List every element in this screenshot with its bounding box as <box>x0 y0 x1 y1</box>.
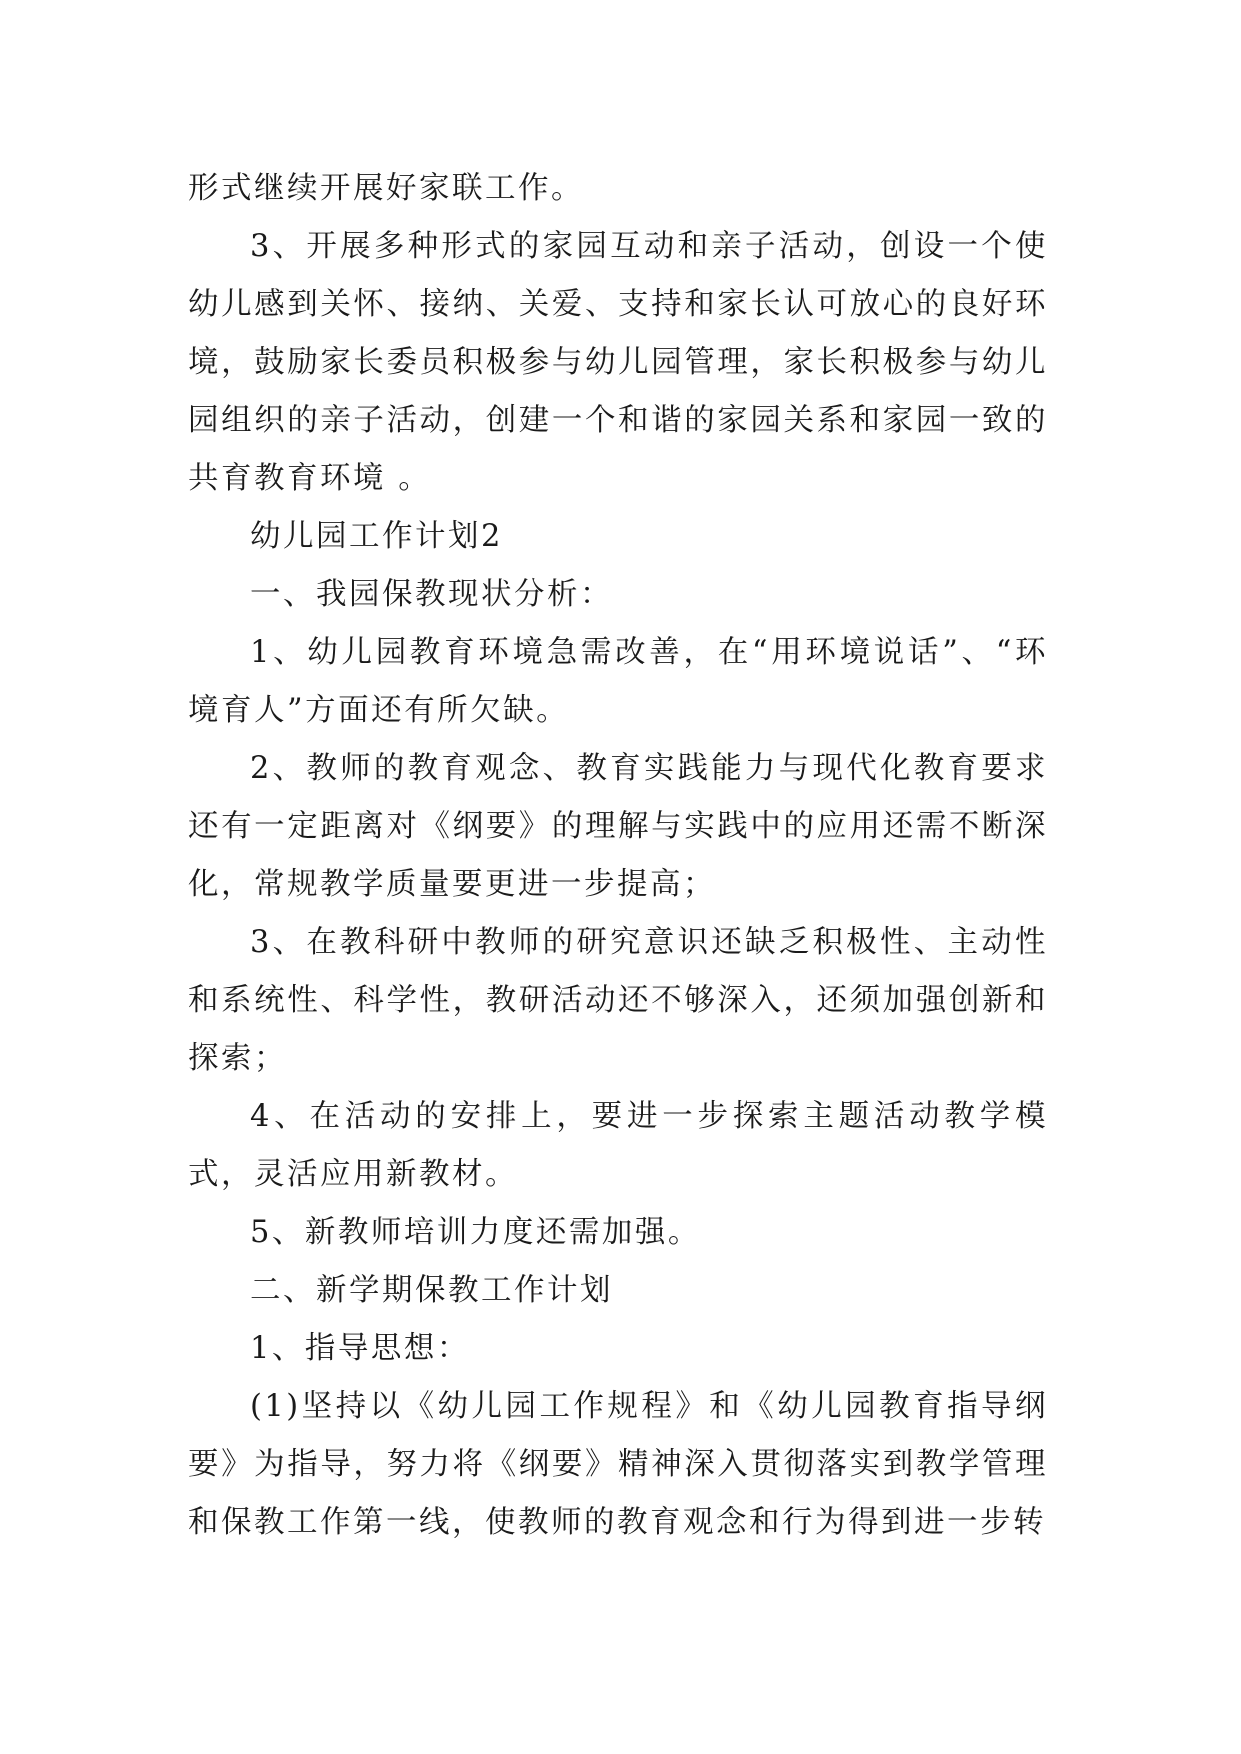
section-title: 幼儿园工作计划2 <box>250 519 503 554</box>
paragraph: (1)坚持以《幼儿园工作规程》和《幼儿园教育指导纲要》为指导，努力将《纲要》精神深入贯彻落实到教学管理和保教工作第一线，使教师的教育观念和行为得到进一步转 <box>188 1389 1048 1540</box>
paragraph: 形式继续开展好家联工作。 <box>188 171 584 206</box>
section-heading: 二、新学期保教工作计划 <box>250 1273 613 1308</box>
paragraph: 4、在活动的安排上，要进一步探索主题活动教学模式，灵活应用新教材。 <box>188 1099 1048 1192</box>
sub-heading: 1、指导思想： <box>250 1331 470 1366</box>
paragraph: 2、教师的教育观念、教育实践能力与现代化教育要求还有一定距离对《纲要》的理解与实践中的应用还需不断深化，常规教学质量要更进一步提高； <box>188 751 1048 902</box>
paragraph: 3、开展多种形式的家园互动和亲子活动，创设一个使幼儿感到关怀、接纳、关爱、支持和家长认可放心的良好环境，鼓励家长委员积极参与幼儿园管理，家长积极参与幼儿园组织的亲子活动，创建一个和谐的家园关系和家园一致的共育教育环境 。 <box>188 229 1048 496</box>
paragraph: 3、在教科研中教师的研究意识还缺乏积极性、主动性和系统性、科学性，教研活动还不够深入，还须加强创新和探索； <box>188 925 1048 1076</box>
paragraph: 1、幼儿园教育环境急需改善，在“用环境说话”、“环境育人”方面还有所欠缺。 <box>188 635 1048 728</box>
section-heading: 一、我园保教现状分析： <box>250 577 613 612</box>
document-body <box>188 160 1048 1552</box>
paragraph: 5、新教师培训力度还需加强。 <box>250 1215 701 1250</box>
